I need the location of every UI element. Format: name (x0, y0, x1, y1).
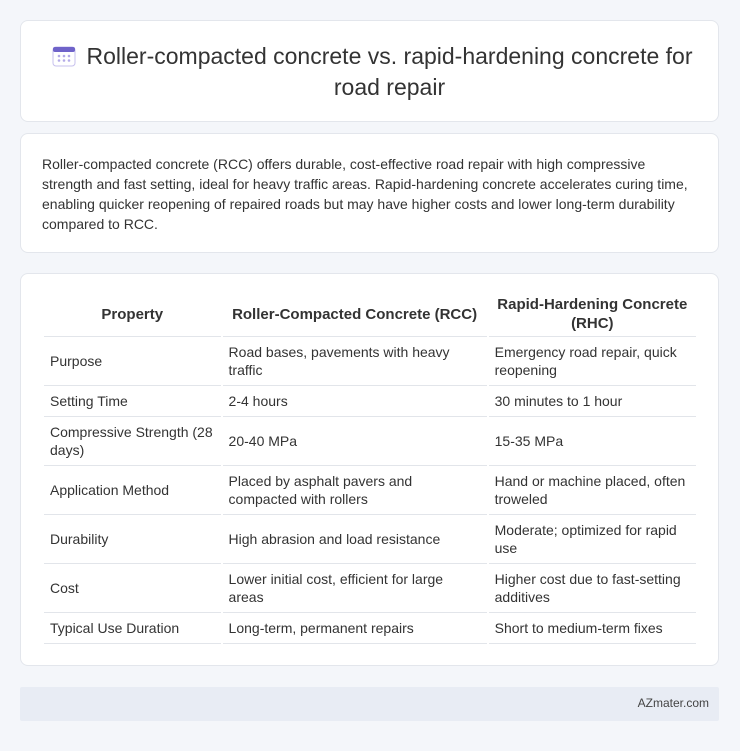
row-rcc-value: Road bases, pavements with heavy traffic (223, 337, 487, 386)
row-rcc-value: Placed by asphalt pavers and compacted with rollers (223, 466, 487, 515)
table-row (44, 564, 696, 613)
row-rcc-value: High abrasion and load resistance (223, 515, 487, 564)
table-row (44, 613, 696, 644)
row-property: Setting Time (44, 386, 221, 417)
page-title: Roller-compacted concrete vs. rapid-hardening concrete for road repair (86, 43, 693, 100)
row-rhc-value: Higher cost due to fast-setting additives (489, 564, 696, 613)
row-rcc-value: 20-40 MPa (223, 417, 487, 466)
row-property: Durability (44, 515, 221, 564)
row-property: Application Method (44, 466, 221, 515)
table-row (44, 386, 696, 417)
row-property: Typical Use Duration (44, 613, 221, 644)
table-row (44, 417, 696, 466)
footer-bar (20, 687, 719, 721)
row-rhc-value: 30 minutes to 1 hour (489, 386, 696, 417)
row-property: Compressive Strength (28 days) (44, 417, 221, 466)
table-header-row (44, 292, 696, 337)
table-row (44, 466, 696, 515)
header-rhc: Rapid-Hardening Concrete (RHC) (489, 292, 696, 337)
row-rcc-value: 2-4 hours (223, 386, 487, 417)
title-card (20, 20, 719, 122)
row-rcc-value: Lower initial cost, efficient for large areas (223, 564, 487, 613)
row-rhc-value: 15-35 MPa (489, 417, 696, 466)
row-property: Cost (44, 564, 221, 613)
row-rhc-value: Moderate; optimized for rapid use (489, 515, 696, 564)
footer-brand[interactable]: AZmater.com (637, 696, 709, 710)
row-rhc-value: Hand or machine placed, often troweled (489, 466, 696, 515)
table-row (44, 337, 696, 386)
header-property: Property (44, 292, 221, 337)
table-row (44, 515, 696, 564)
header-rcc: Roller-Compacted Concrete (RCC) (223, 292, 487, 337)
row-rcc-value: Long-term, permanent repairs (223, 613, 487, 644)
row-rhc-value: Short to medium-term fixes (489, 613, 696, 644)
comparison-table (42, 292, 698, 644)
row-rhc-value: Emergency road repair, quick reopening (489, 337, 696, 386)
row-property: Purpose (44, 337, 221, 386)
summary-card (20, 133, 719, 253)
summary-paragraph: Roller-compacted concrete (RCC) offers durable, cost-effective road repair with high compressive strength and fast setting, ideal for heavy traffic areas. Rapid-hardening concrete accelerates curing time, enabling quicker reopening of repaired roads but may have higher costs and lower long-term durability compared to RCC. (42, 156, 688, 232)
comparison-card (20, 273, 719, 666)
